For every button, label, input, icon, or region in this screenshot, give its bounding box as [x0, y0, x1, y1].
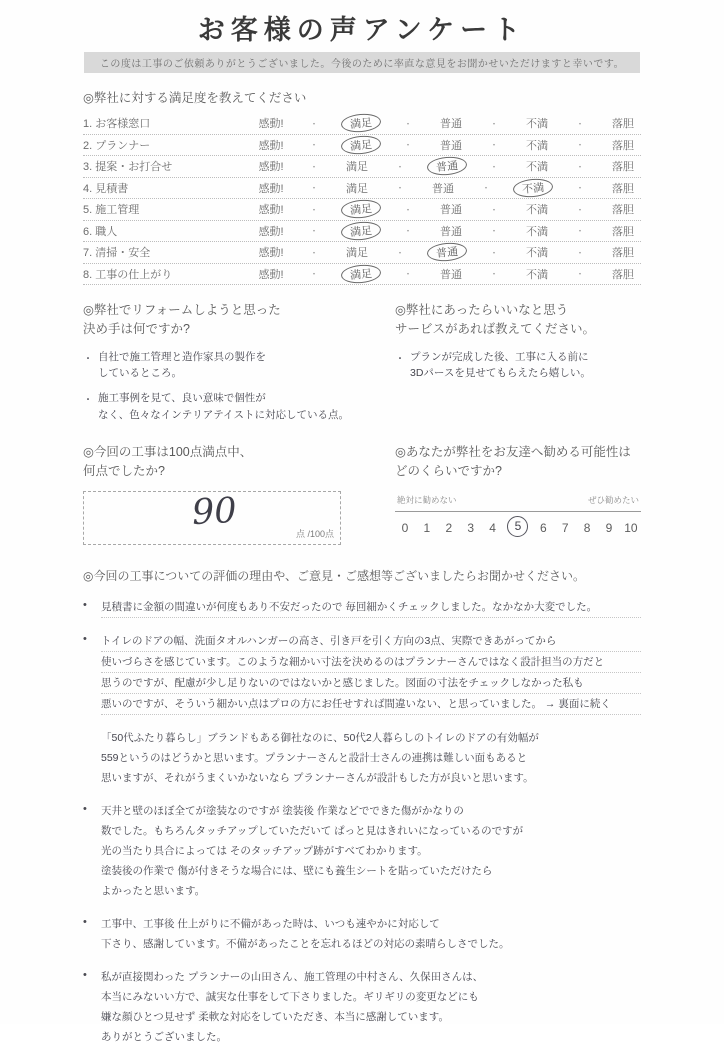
row-options — [255, 243, 641, 261]
comment-line: 見積書に金額の間違いが何度もあり不安だったので 毎回細かくチェックしました。なかなか大変でした。 — [101, 597, 641, 618]
dot-separator: ・ — [309, 226, 319, 237]
comment-lines — [101, 631, 641, 715]
option-label: 感動! — [258, 225, 284, 238]
answer-line: プランが完成した後、工事に入る前に — [410, 350, 589, 363]
dot-separator: ・ — [309, 140, 319, 151]
comment-line: 数でした。もちろんタッチアップしていただいて ぱっと見はきれいになっているのですが — [101, 824, 524, 837]
comment-line: 下さり、感謝しています。不備があったことを忘れるほどの対応の素晴らしさでした。 — [101, 937, 510, 950]
option-label: 満足 — [345, 247, 368, 260]
option-label: 感動! — [258, 118, 284, 131]
answer-lines — [98, 349, 361, 382]
dot-separator: ・ — [403, 118, 413, 129]
wish-section — [395, 301, 641, 423]
option-label: 落胆 — [611, 182, 634, 195]
comment-line: 思うのですが、配慮が少し足りないのではないかと感じました。図面の寸法をチェックしなかった私も — [101, 673, 641, 694]
option-label: 不満 — [525, 247, 548, 260]
bullet-mark: • — [83, 802, 87, 815]
comment-line: 本当にみないい方で、誠実な仕事をして下さりました。ギリギリの変更などにも — [101, 990, 479, 1003]
comment-line: 嫌な顔ひとつ見せず 柔軟な対応をしていただき、本当に感謝しています。 — [101, 1010, 449, 1023]
comment-block — [83, 967, 641, 1047]
answer-line: しているところ。 — [98, 367, 182, 380]
decision-question-line2: 決め手は何ですか? — [83, 322, 190, 337]
nps-number: 4 — [489, 520, 496, 535]
dot-separator: ・ — [489, 161, 499, 172]
wish-question-line2: サービスがあれば教えてください。 — [395, 322, 596, 337]
comments-list — [83, 597, 641, 1047]
answer-line: 施工事例を見て、良い意味で個性が — [98, 392, 266, 405]
comment-lines — [101, 967, 641, 1047]
comments-heading: ◎今回の工事についての評価の理由や、ご意見・ご感想等ございましたらお聞かせください。 — [83, 568, 585, 583]
row-label: 6. 職人 — [83, 225, 118, 238]
nps-number: 3 — [467, 520, 475, 535]
row-options — [255, 136, 641, 154]
nps-number: 8 — [583, 520, 591, 535]
dot-separator: ・ — [575, 118, 585, 129]
option-label: 不満 — [525, 118, 548, 131]
selected-option-circle: 普通 — [426, 242, 467, 263]
bullet-mark: ・ — [83, 353, 93, 365]
option-label: 感動! — [258, 161, 284, 174]
nps-scale-labels — [395, 494, 641, 506]
row-options — [255, 265, 641, 283]
bullet-mark: ・ — [395, 353, 405, 365]
score-nps-row — [83, 443, 641, 545]
nps-number: 9 — [605, 520, 613, 535]
comment-lines — [101, 801, 641, 901]
comment-block — [83, 801, 641, 901]
answer-item — [395, 349, 641, 382]
comment-line: 使いづらさを感じています。このような細かい寸法を決めるのはプランナーさんではなく設計担当の方だと — [101, 652, 641, 673]
table-row — [83, 135, 641, 157]
comment-line: 559というのはどうかと思います。プランナーさんと設計士さんの連携は難しい面もあると — [101, 751, 528, 764]
comment-line: ありがとうございました。 — [101, 1030, 227, 1043]
option-label: 落胆 — [611, 204, 634, 217]
wish-question — [395, 301, 641, 340]
score-unit: 点 /100点 — [295, 528, 334, 539]
dot-separator: ・ — [309, 204, 319, 215]
bullet-mark: • — [83, 632, 87, 645]
comment-line: 塗装後の作業で 傷が付きそうな場合には、壁にも養生シートを貼っていただけたら — [101, 864, 493, 877]
table-row — [83, 199, 641, 221]
option-label: 普通 — [431, 182, 454, 195]
bullet-mark: • — [83, 598, 87, 611]
table-row — [83, 113, 641, 135]
dot-separator: ・ — [489, 118, 499, 129]
dot-separator: ・ — [309, 118, 319, 129]
dot-separator: ・ — [489, 269, 499, 280]
dot-separator: ・ — [403, 140, 413, 151]
comment-block — [83, 597, 641, 618]
satisfaction-heading: ◎弊社に対する満足度を教えてください — [83, 91, 307, 105]
comment-line: トイレのドアの幅、洗面タオルハンガーの高さ、引き戸を引く方向の3点、実際できあがってから — [101, 631, 641, 652]
option-label: 落胆 — [611, 161, 634, 174]
nps-number: 2 — [445, 520, 453, 535]
option-label: 不満 — [525, 268, 548, 281]
table-row — [83, 264, 641, 286]
dot-separator: ・ — [309, 183, 319, 194]
dot-separator: ・ — [309, 269, 319, 280]
bullet-mark: • — [83, 968, 87, 981]
option-label: 不満 — [525, 225, 548, 238]
dot-separator: ・ — [309, 161, 319, 172]
nps-scale — [395, 519, 641, 537]
comment-line: 悪いのですが、そういう細かい点はプロの方にお任せすれば間違いない、と思っていました。 → 裏面に続く — [101, 694, 641, 715]
option-label: 普通 — [439, 225, 462, 238]
option-label: 不満 — [525, 204, 548, 217]
score-question — [83, 443, 361, 482]
row-label: 8. 工事の仕上がり — [83, 268, 173, 281]
dot-separator: ・ — [481, 183, 491, 194]
dot-separator: ・ — [403, 226, 413, 237]
comment-block — [83, 631, 641, 715]
row-label: 4. 見積書 — [83, 182, 129, 195]
option-label: 不満 — [525, 161, 548, 174]
dot-separator: ・ — [395, 161, 405, 172]
selected-option-circle: 不満 — [512, 177, 553, 198]
row-options — [255, 114, 641, 132]
answer-item — [83, 390, 361, 423]
comment-line: 光の当たり具合によっては そのタッチアップ跡がすべてわかります。 — [101, 844, 428, 857]
option-label: 感動! — [258, 139, 284, 152]
wish-answers — [395, 349, 641, 382]
row-options — [255, 222, 641, 240]
nps-selected-circle: 5 — [507, 516, 528, 537]
selected-option-circle: 満足 — [340, 263, 381, 284]
dot-separator: ・ — [575, 226, 585, 237]
option-label: 満足 — [345, 182, 368, 195]
wish-question-line1: ◎弊社にあったらいいなと思う — [395, 303, 569, 317]
option-label: 落胆 — [611, 118, 634, 131]
dot-separator: ・ — [489, 226, 499, 237]
option-label: 普通 — [439, 118, 462, 131]
nps-number: 10 — [624, 520, 638, 535]
dot-separator: ・ — [403, 204, 413, 215]
selected-option-circle: 満足 — [340, 199, 381, 220]
option-label: 普通 — [439, 139, 462, 152]
dot-separator: ・ — [489, 247, 499, 258]
nps-number: 7 — [561, 520, 569, 535]
answer-lines — [98, 390, 361, 423]
dot-separator: ・ — [575, 161, 585, 172]
option-label: 満足 — [345, 161, 368, 174]
selected-option-circle: 満足 — [340, 134, 381, 155]
nps-number: 6 — [540, 520, 547, 535]
satisfaction-table — [83, 113, 641, 285]
option-label: 落胆 — [611, 139, 634, 152]
decision-question — [83, 301, 361, 340]
page-title: お客様の声アンケート — [197, 15, 527, 45]
answer-lines — [410, 349, 641, 382]
nps-number: 1 — [423, 520, 431, 535]
bullet-mark: • — [83, 915, 87, 928]
row-options — [255, 157, 641, 175]
score-box — [83, 491, 341, 545]
option-label: 落胆 — [611, 247, 634, 260]
nps-question-line2: どのくらいですか? — [395, 464, 502, 479]
row-options — [255, 200, 641, 218]
dot-separator: ・ — [403, 269, 413, 280]
comment-lines — [101, 597, 641, 618]
row-label: 5. 施工管理 — [83, 204, 140, 217]
row-label: 2. プランナー — [83, 139, 151, 152]
dot-separator: ・ — [395, 183, 405, 194]
comment-block — [83, 914, 641, 954]
dot-separator: ・ — [309, 247, 319, 258]
option-label: 普通 — [439, 204, 462, 217]
option-label: 感動! — [258, 247, 284, 260]
nps-question-line1: ◎あなたが弊社をお友達へ勧める可能性は — [395, 444, 631, 459]
answer-line: 自社で施工管理と造作家具の製作を — [98, 350, 266, 363]
decision-question-line1: ◎弊社でリフォームしようと思った — [83, 303, 281, 317]
answer-line: 3Dパースを見せてもらえたら嬉しい。 — [410, 367, 591, 380]
bullet-mark — [83, 728, 93, 788]
answer-line: なく、色々なインテリアテイストに対応している点。 — [98, 408, 349, 421]
score-value: 90 — [190, 490, 238, 533]
nps-label-left: 絶対に勧めない — [397, 494, 457, 505]
dot-separator: ・ — [575, 269, 585, 280]
selected-option-circle: 満足 — [340, 113, 381, 134]
dot-separator: ・ — [575, 140, 585, 151]
dot-separator: ・ — [395, 247, 405, 258]
row-label: 3. 提案・お打合せ — [83, 161, 173, 174]
decision-section — [83, 301, 361, 423]
nps-question — [395, 443, 641, 482]
comment-line: 「50代ふたり暮らし」ブランドもある御社なのに、50代2人暮らしのトイレのドアの有効幅が — [101, 731, 539, 744]
nps-scale-line — [395, 511, 641, 512]
comment-line: 私が直接関わった プランナーの山田さん、施工管理の中村さん、久保田さんは、 — [101, 970, 484, 983]
survey-content — [83, 88, 641, 1047]
dot-separator: ・ — [489, 204, 499, 215]
score-question-line1: ◎今回の工事は100点満点中、 — [83, 444, 253, 459]
selected-option-circle: 普通 — [426, 156, 467, 177]
nps-label-right: ぜひ勧めたい — [587, 494, 639, 505]
table-row — [83, 221, 641, 243]
score-question-line2: 何点でしたか? — [83, 464, 165, 479]
comment-line: よかったと思います。 — [101, 884, 206, 897]
dot-separator: ・ — [575, 247, 585, 258]
nps-section — [395, 443, 641, 545]
row-options — [255, 179, 641, 197]
option-label: 普通 — [439, 268, 462, 281]
intro-banner: この度は工事のご依頼ありがとうございました。今後のために率直な意見をお聞かせいただけますと幸いです。 — [84, 52, 640, 73]
selected-option-circle: 満足 — [340, 220, 381, 241]
score-section — [83, 443, 361, 545]
dot-separator: ・ — [575, 183, 585, 194]
option-label: 不満 — [525, 139, 548, 152]
table-row — [83, 156, 641, 178]
option-label: 感動! — [258, 182, 284, 195]
option-label: 感動! — [258, 204, 284, 217]
comment-line: 工事中、工事後 仕上がりに不備があった時は、いつも速やかに対応して — [101, 917, 440, 930]
dot-separator: ・ — [489, 140, 499, 151]
option-label: 落胆 — [611, 268, 634, 281]
table-row — [83, 178, 641, 200]
nps-number: 0 — [401, 520, 409, 535]
open-questions-row — [83, 301, 641, 423]
comment-lines — [101, 728, 641, 788]
table-row — [83, 242, 641, 264]
bullet-mark: ・ — [83, 395, 93, 407]
answer-item — [83, 349, 361, 382]
comment-lines — [101, 914, 641, 954]
comment-block — [83, 728, 641, 788]
comment-line: 思いますが、それがうまくいかないなら プランナーさんが設計もした方が良いと思います。 — [101, 771, 534, 784]
dot-separator: ・ — [575, 204, 585, 215]
row-label: 1. お客様窓口 — [83, 118, 151, 131]
option-label: 感動! — [258, 268, 284, 281]
row-label: 7. 清掃・安全 — [83, 247, 151, 260]
comment-line: 天井と壁のほぼ全てが塗装なのですが 塗装後 作業などでできた傷がかなりの — [101, 804, 464, 817]
decision-answers — [83, 349, 361, 423]
option-label: 落胆 — [611, 225, 634, 238]
